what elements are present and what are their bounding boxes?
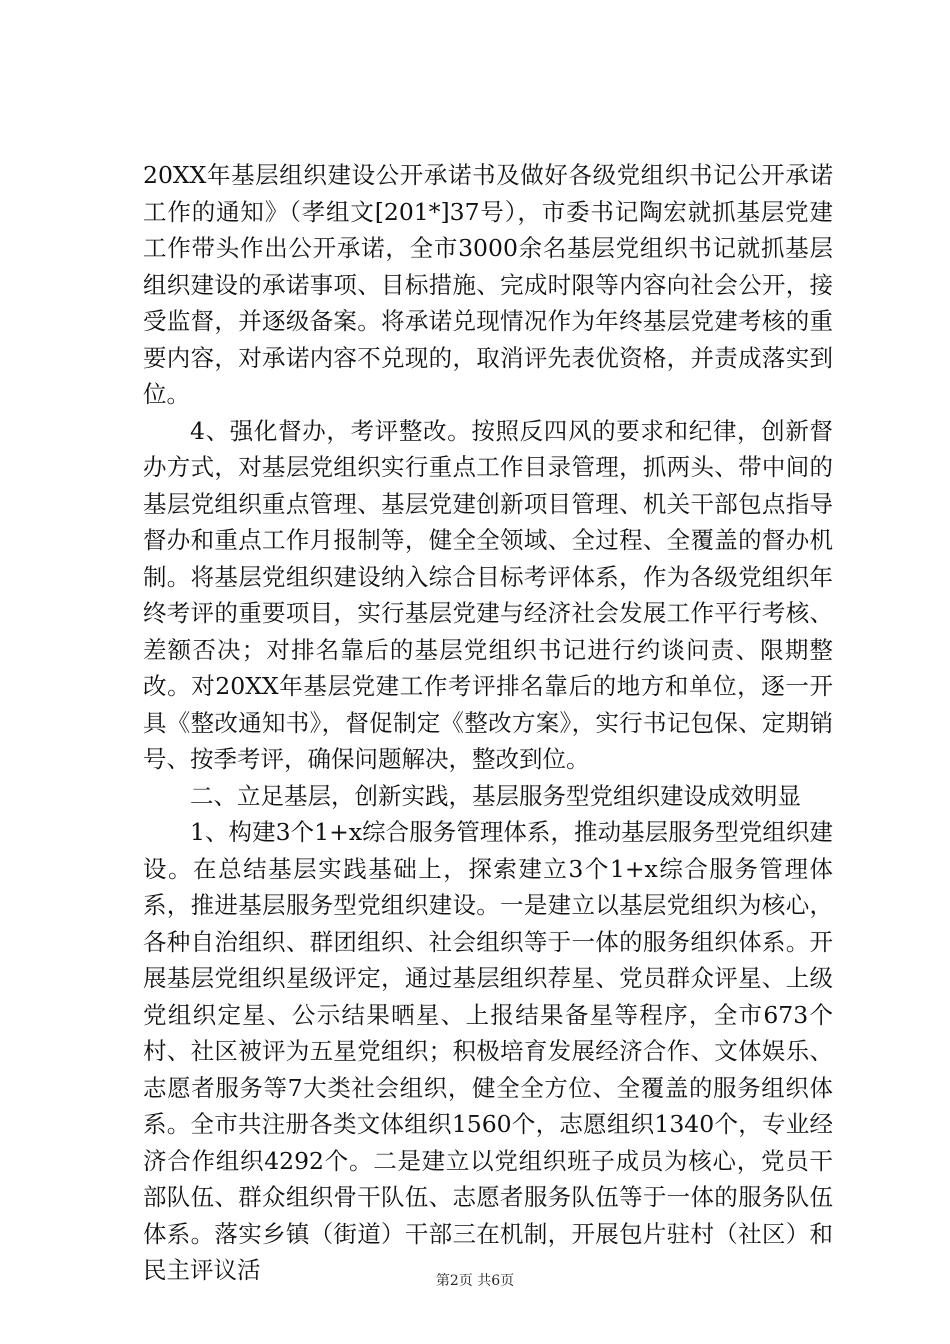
paragraph-1: 20XX年基层组织建设公开承诺书及做好各级党组织书记公开承诺工作的通知》（孝组文[201*]37号），市委书记陶宏就抓基层党建工作带头作出公开承诺，全市3000余名基层党组织书记就抓基层组织建设的承诺事项、目标措施、完成时限等内容向社会公开，接受监督，并逐级备案。将承诺兑现情况作为年终基层党建考核的重要内容，对承诺内容不兑现的，取消评先表优资格，并责成落实到位。 <box>143 161 833 408</box>
paragraph-3: 1、构建3个1+x综合服务管理体系，推动基层服务型党组织建设。在总结基层实践基础上，探索建立3个1+x综合服务管理体系，推进基层服务型党组织建设。一是建立以基层党组织为核心，各种自治组织、群团组织、社会组织等于一体的服务组织体系。开展基层党组织星级评定，通过基层组织荐星、党员群众评星、上级党组织定星、公示结果晒星、上报结果备星等程序，全市673个村、社区被评为五星党组织；积极培育发展经济合作、文体娱乐、志愿者服务等7大类社会组织，健全全方位、全覆盖的服务组织体系。全市共注册各类文体组织1560个，志愿组织1340个，专业经济合作组织4292个。二是建立以党组织班子成员为核心，党员干部队伍、群众组织骨干队伍、志愿者服务队伍等于一体的服务队伍体系。落实乡镇（街道）干部三在机制，开展包片驻村（社区）和民主评议活 <box>143 818 833 1284</box>
paragraph-2: 4、强化督办，考评整改。按照反四风的要求和纪律，创新督办方式，对基层党组织实行重点工作目录管理，抓两头、带中间的基层党组织重点管理、基层党建创新项目管理、机关干部包点指导督办和重点工作月报制等，健全全领域、全过程、全覆盖的督办机制。将基层党组织建设纳入综合目标考评体系，作为各级党组织年终考评的重要项目，实行基层党建与经济社会发展工作平行考核、差额否决；对排名靠后的基层党组织书记进行约谈问责、限期整改。对20XX年基层党建工作考评排名靠后的地方和单位，逐一开具《整改通知书》，督促制定《整改方案》，实行书记包保、定期销号、按季考评，确保问题解决，整改到位。 <box>143 416 833 773</box>
section-heading: 二、立足基层，创新实践，基层服务型党组织建设成效明显 <box>190 781 801 810</box>
document-body <box>143 157 833 1289</box>
page-footer: 第2页 共6页 <box>435 1273 515 1289</box>
